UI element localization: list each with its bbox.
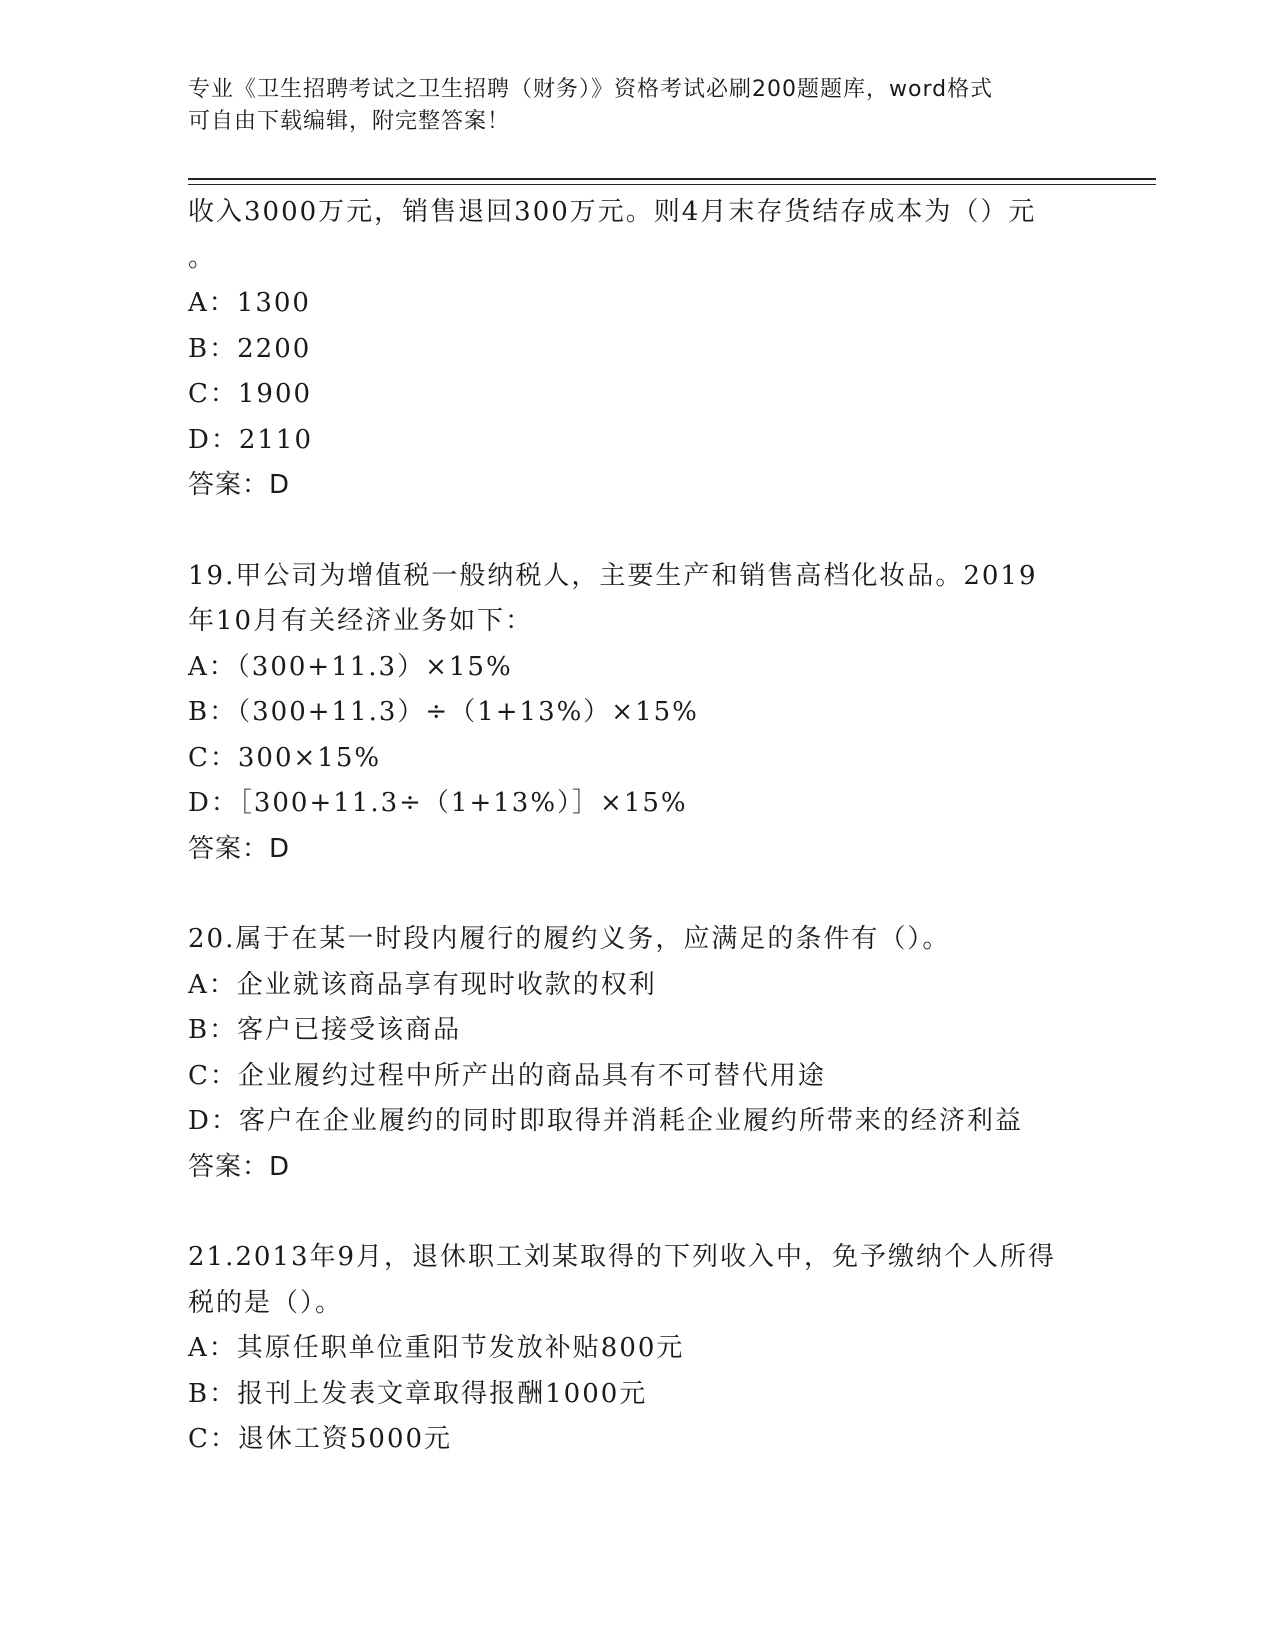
question-stem: 19.甲公司为增值税一般纳税人，主要生产和销售高档化妆品。2019 [188, 560, 1038, 591]
question-stem: 年10月有关经济业务如下： [188, 606, 534, 636]
question-21 [188, 1235, 1088, 1463]
document-header [188, 74, 1088, 138]
option-c: C：300×15% [188, 742, 382, 773]
spacer [188, 509, 1088, 554]
answer-label: 答案：D [188, 1151, 291, 1182]
header-divider-thick [188, 178, 1156, 180]
header-line-2: 可自由下载编辑，附完整答案！ [188, 109, 511, 134]
spacer [188, 872, 1088, 917]
option-d: D：2110 [188, 424, 314, 455]
option-c: C：企业履约过程中所产出的商品具有不可替代用途 [188, 1060, 826, 1091]
answer-label: 答案：D [188, 470, 291, 500]
option-c: C：1900 [188, 379, 313, 409]
answer-label: 答案：D [188, 833, 291, 864]
header-divider-thin [188, 184, 1156, 185]
question-content [188, 190, 1088, 1463]
option-b: B：（300+11.3）÷（1+13%）×15% [188, 697, 699, 727]
option-a: A：1300 [188, 288, 311, 318]
question-19 [188, 554, 1088, 873]
question-stem: 。 [188, 242, 217, 273]
question-stem: 收入3000万元，销售退回300万元。则4月末存货结存成本为（）元 [188, 197, 1037, 227]
option-d: D：［300+11.3÷（1+13%）］×15% [188, 788, 688, 818]
option-b: B：报刊上发表文章取得报酬1000元 [188, 1378, 648, 1409]
option-b: B：2200 [188, 333, 312, 364]
question-20 [188, 917, 1088, 1190]
option-d: D：客户在企业履约的同时即取得并消耗企业履约所带来的经济利益 [188, 1106, 1023, 1136]
option-b: B：客户已接受该商品 [188, 1015, 462, 1045]
header-line-1: 专业《卫生招聘考试之卫生招聘（财务）》资格考试必刷200题题库，word格式 [188, 77, 994, 102]
option-a: A：（300+11.3）×15% [188, 651, 513, 682]
option-a: A：企业就该商品享有现时收款的权利 [188, 969, 657, 1000]
question-stem: 税的是（）。 [188, 1287, 344, 1318]
question-stem: 20.属于在某一时段内履行的履约义务，应满足的条件有（）。 [188, 924, 951, 954]
spacer [188, 1190, 1088, 1235]
option-c: C：退休工资5000元 [188, 1424, 453, 1454]
option-a: A：其原任职单位重阳节发放补贴800元 [188, 1333, 685, 1363]
question-18 [188, 190, 1088, 509]
question-stem: 21.2013年9月，退休职工刘某取得的下列收入中，免予缴纳个人所得 [188, 1242, 1057, 1272]
